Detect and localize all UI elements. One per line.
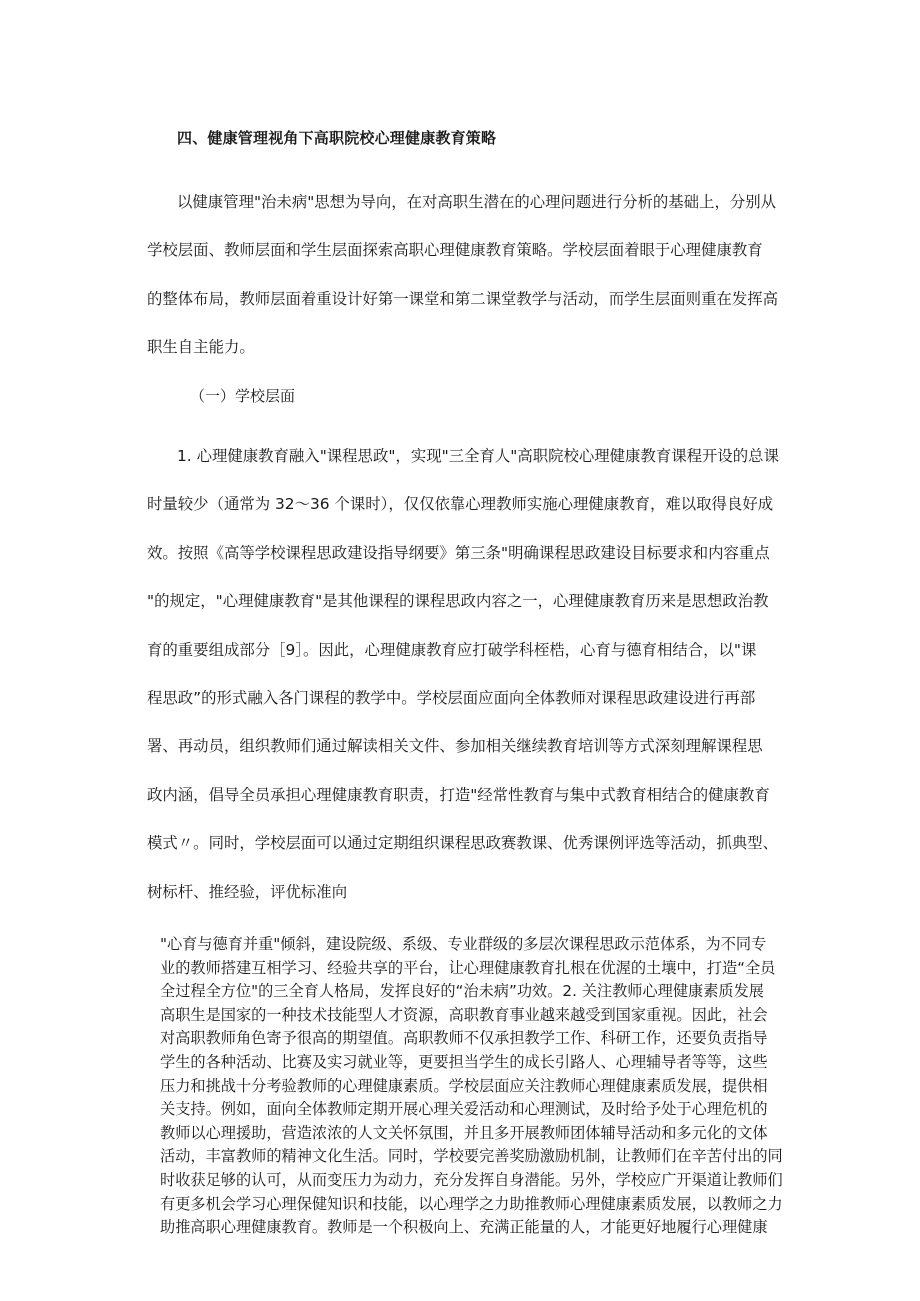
continuation-line: 有更多机会学习心理保健知识和技能，以心理学之力助推教师心理健康素质发展，以教师之力	[160, 1194, 783, 1213]
continuation-line: 关支持。例如，面向全体教师定期开展心理关爱活动和心理测试，及时给予处于心理危机的	[160, 1100, 768, 1119]
item1-line: 1. 心理健康教育融入"课程思政"，实现"三全育人"高职院校心理健康教育课程开设的总课	[177, 447, 779, 465]
continuation-line: 活动，丰富教师的精神文化生活。同时，学校要完善奖励激励机制，让教师们在辛苦付出的同	[160, 1147, 783, 1166]
intro-line: 学校层面、教师层面和学生层面探索高职心理健康教育策略。学校层面着眼于心理健康教育	[147, 241, 763, 260]
continuation-line: 压力和挑战十分考验教师的心理健康素质。学校层面应关注教师心理健康素质发展，提供相	[160, 1076, 768, 1095]
intro-line: 的整体布局，教师层面着重设计好第一课堂和第二课堂教学与活动，而学生层面则重在发挥高	[147, 289, 779, 308]
continuation-paragraph	[160, 933, 783, 1240]
item1-line: 育的重要组成部分［9］。因此，心理健康教育应打破学科桎梏，心育与德育相结合，以"课	[147, 640, 757, 659]
continuation-line: 时收获足够的认可，从而变压力为动力，充分发挥自身潜能。另外，学校应广开渠道让教师们	[160, 1170, 783, 1189]
item1-line: 树标杆、推经验，评优标准向	[147, 882, 348, 901]
intro-line: 以健康管理"治未病"思想为导向，在对高职生潜在的心理问题进行分析的基础上，分别从	[177, 193, 777, 211]
subsection-heading: （一）学校层面	[190, 387, 296, 405]
intro-line: 职生自主能力。	[147, 338, 255, 357]
item1-line: 署、再动员，组织教师们通过解读相关文件、参加相关继续教育培训等方式深刻理解课程思	[147, 737, 763, 756]
continuation-line: 全过程全方位"的三全育人格局，发挥良好的“治未病”功效。2. 关注教师心理健康素质发展	[160, 982, 764, 1001]
item1-line: 模式〃。同时，学校层面可以通过定期组织课程思政赛教课、优秀课例评选等活动，抓典型、	[147, 834, 779, 853]
item1-line: 政内涵，倡导全员承担心理健康教育职责，打造"经常性教育与集中式教育相结合的健康教育	[147, 785, 770, 804]
continuation-line: 对高职教师角色寄予很高的期望值。高职教师不仅承担教学工作、科研工作，还要负责指导	[160, 1029, 768, 1048]
continuation-line: 高职生是国家的一种技术技能型人才资源，高职教育事业越来越受到国家重视。因此，社会	[160, 1005, 768, 1024]
continuation-line: 学生的各种活动、比赛及实习就业等，更要担当学生的成长引路人、心理辅导者等等，这些	[160, 1052, 768, 1071]
continuation-line: 教师以心理援助，营造浓浓的人文关怀氛围，并且多开展教师团体辅导活动和多元化的文体	[160, 1123, 768, 1142]
continuation-line: "心育与德育并重"倾斜，建设院级、系级、专业群级的多层次课程思政示范体系，为不同专	[160, 935, 767, 953]
intro-paragraph	[147, 178, 787, 372]
item1-line: 效。按照《高等学校课程思政建设指导纲要》第三条"明确课程思政建设目标要求和内容重点	[147, 543, 770, 562]
continuation-line: 助推高职心理健康教育。教师是一个积极向上、充满正能量的人，才能更好地履行心理健康	[160, 1218, 768, 1237]
section-heading: 四、健康管理视角下高职院校心理健康教育策略	[177, 129, 497, 147]
item1-paragraph	[147, 432, 787, 916]
continuation-line: 业的教师搭建互相学习、经验共享的平台，让心理健康教育扎根在优渥的土壤中，打造“全员	[160, 958, 776, 977]
item1-line: 程思政”的形式融入各门课程的教学中。学校层面应面向全体教师对课程思政建设进行再部	[147, 689, 756, 708]
item1-line: "的规定，"心理健康教育"是其他课程的课程思政内容之一，心理健康教育历来是思想政治教	[147, 592, 769, 611]
item1-line: 时量较少（通常为 32～36 个课时），仅仅依靠心理教师实施心理健康教育，难以取得良好成	[147, 495, 774, 514]
